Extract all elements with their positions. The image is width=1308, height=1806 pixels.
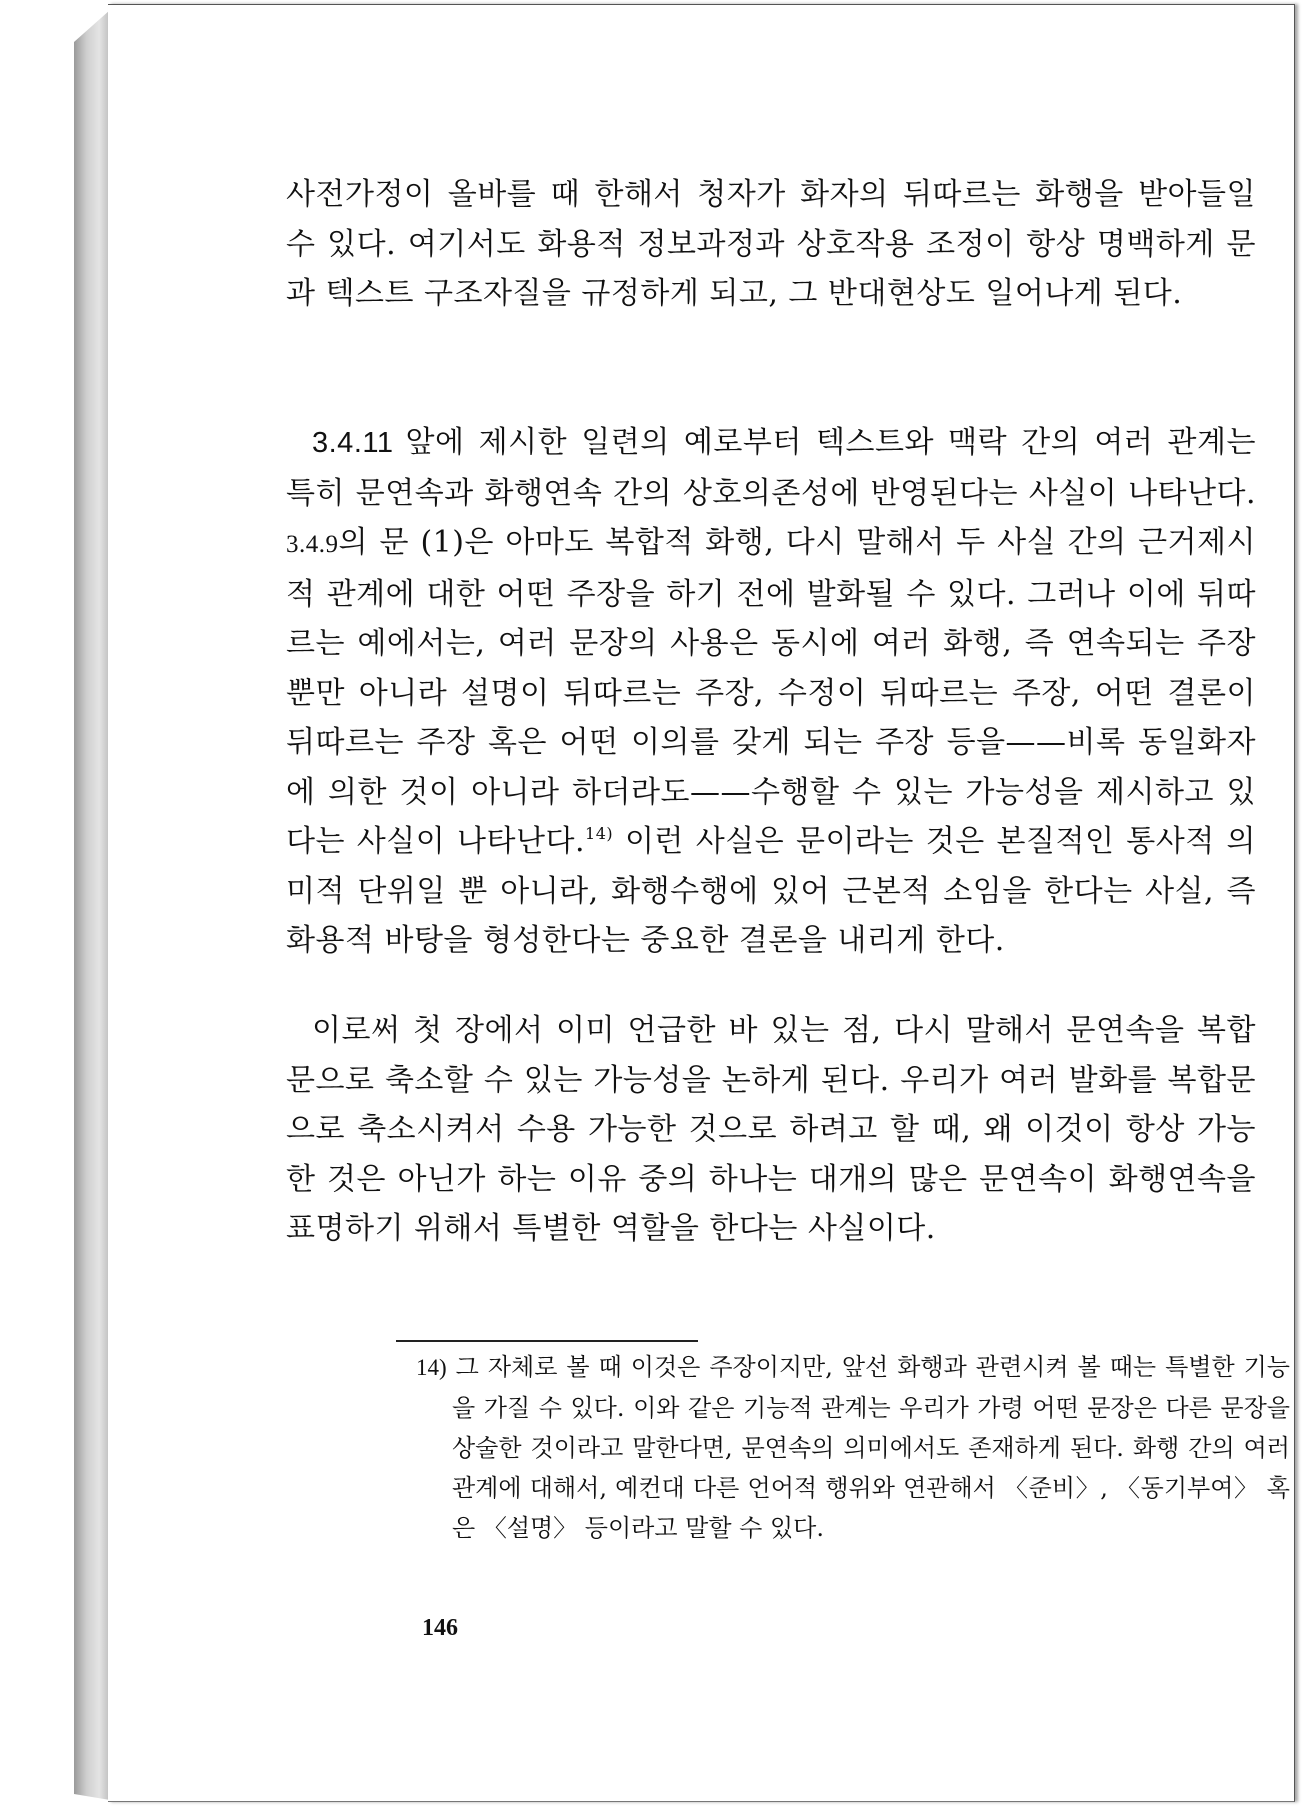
footnote-text: 그 자체로 볼 때 이것은 주장이지만, 앞선 화행과 관련시켜 볼 때는 특별한 기능을 가질 수 있다. 이와 같은 기능적 관계는 우리가 가령 어떤 문장은 다른 문장을 상술한 것이라고 말한다면, 문연속의 의미에서도 존재하게 된다. 화행 간의 여러 관계에 대해서, 예컨대 다른 언어적 행위와 연관해서 〈준비〉, 〈동기부여〉 혹은 〈설명〉 등이라고 말할 수 있다. [446,1353,1290,1542]
footnote [416,1347,1290,1548]
footnote-marker: 14) [416,1355,447,1380]
section-text-part-b: 의 문 (1)은 아마도 복합적 화행, 다시 말해서 두 사실 간의 근거제시적 관계에 대한 어떤 주장을 하기 전에 발화될 수 있다. 그러나 이에 뒤따르는 예에서는, 여러 문장의 사용은 동시에 여러 화행, 즉 연속되는 주장뿐만 아니라 설명이 뒤따르는 주장, 수정이 뒤따르는 주장, 어떤 결론이 뒤따르는 주장 혹은 어떤 이의를 갖게 되는 주장 등을——비록 동일화자에 의한 것이 아니라 하더라도——수행할 수 있는 가능성을 제시하고 있다는 사실이 나타난다. [286,525,1256,859]
footnote-reference[interactable]: 14) [585,824,614,843]
paragraph-continuation [286,1006,1256,1254]
book-spine-edge [74,10,110,1800]
section-paragraph [286,418,1256,966]
section-number: 3.4.11 [312,427,394,459]
section-text-part-a: 앞에 제시한 일련의 예로부터 텍스트와 맥락 간의 여러 관계는 특히 문연속과 화행연속 간의 상호의존성에 반영된다는 사실이 나타난다. [286,425,1256,511]
paragraph-continuation-text: 이로써 첫 장에서 이미 언급한 바 있는 점, 다시 말해서 문연속을 복합문으로 축소할 수 있는 가능성을 논하게 된다. 우리가 여러 발화를 복합문으로 축소시켜서 수용 가능한 것으로 하려고 할 때, 왜 이것이 항상 가능한 것은 아닌가 하는 이유 중의 하나는 대개의 많은 문연속이 화행연속을 표명하기 위해서 특별한 역할을 한다는 사실이다. [286,1013,1256,1246]
book-page [108,4,1295,1802]
page-number: 146 [422,1615,458,1641]
section-text-part-c: 이런 사실은 문이라는 것은 본질적인 통사적 의미적 단위일 뿐 아니라, 화행수행에 있어 근본적 소임을 한다는 사실, 즉 화용적 바탕을 형성한다는 중요한 결론을 내리게 한다. [286,824,1257,958]
paragraph-top: 사전가정이 올바를 때 한해서 청자가 화자의 뒤따르는 화행을 받아들일 수 있다. 여기서도 화용적 정보과정과 상호작용 조정이 항상 명백하게 문과 텍스트 구조자질을 규정하게 되고, 그 반대현상도 일어나게 된다. [286,177,1256,311]
footnote-separator [396,1340,698,1342]
cross-reference: 3.4.9 [286,531,339,558]
